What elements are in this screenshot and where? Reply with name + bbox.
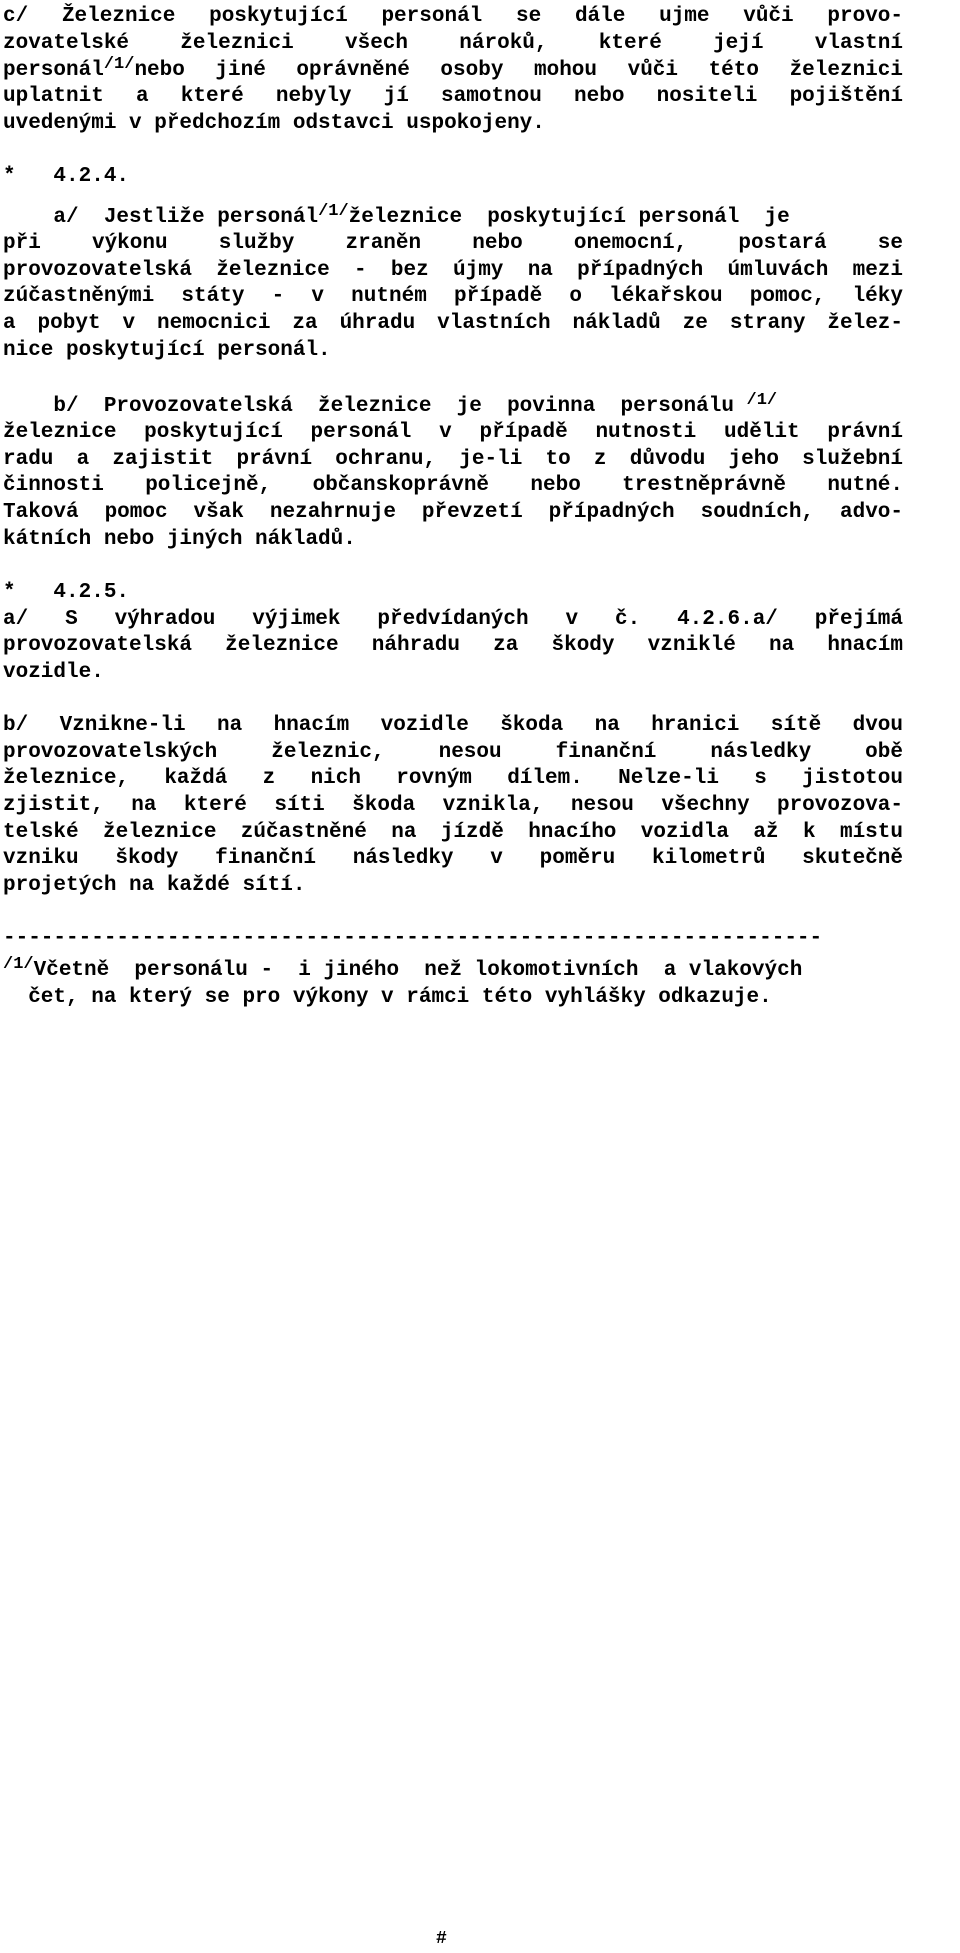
para-c-line-1: c/ Železnice poskytující personál se dále ujme vůči provo- <box>3 5 903 28</box>
sec-425-a-line-3: vozidle. <box>3 661 104 684</box>
footnote-ref: /1/ <box>318 202 349 221</box>
sec-424-a-line-4: zúčastněnými státy - v nutném případě o lékařskou pomoc, léky <box>3 285 903 308</box>
sec-424-b-line-5: Taková pomoc však nezahrnuje převzetí případných soudních, advo- <box>3 501 903 524</box>
sec-424-a-line-5: a pobyt v nemocnici za úhradu vlastních nákladů ze strany želez- <box>3 312 903 335</box>
footnote-marker: /1/ <box>3 955 34 974</box>
footnote-line-2: čet, na který se pro výkony v rámci této vyhlášky odkazuje. <box>3 986 772 1009</box>
sec-424-a-line-2: při výkonu služby zraněn nebo onemocní, postará se <box>3 232 903 255</box>
sec-424-b-line-1 <box>3 391 903 421</box>
sec-424-a-line-6: nice poskytující personál. <box>3 339 331 362</box>
footnote-line-1-text: Včetně personálu - i jiného než lokomotivních a vlakových <box>33 959 803 982</box>
para-c-line-5: uvedenými v předchozím odstavci uspokojeny. <box>3 112 545 135</box>
section-4-2-5-heading: * 4.2.5. <box>3 581 130 604</box>
sec-424-b-line-2: železnice poskytující personál v případě nutnosti udělit právní <box>3 421 903 444</box>
para-c-line-3-start: personál <box>3 59 104 82</box>
sec-424-b-line-3: radu a zajistit právní ochranu, je-li to z důvodu jeho služební <box>3 448 903 471</box>
sec-425-a-line-1: a/ S výhradou výjimek předvídaných v č. 4.2.6.a/ přejímá <box>3 608 903 631</box>
para-c-line-4: uplatnit a které nebyly jí samotnou nebo nositeli pojištění <box>3 85 903 108</box>
sec-425-b-line-6: vzniku škody finanční následky v poměru kilometrů skutečně <box>3 847 903 870</box>
sec-424-b-line-1-text: b/ Provozovatelská železnice je povinna personálu <box>3 395 734 418</box>
sec-424-a-line-3: provozovatelská železnice - bez újmy na případných úmluvách mezi <box>3 259 903 282</box>
para-c-line-2: zovatelské železnici všech nároků, které její vlastní <box>3 32 903 55</box>
sec-425-b-line-5: telské železnice zúčastněné na jízdě hnacího vozidla až k místu <box>3 821 903 844</box>
sec-425-b-line-1: b/ Vznikne-li na hnacím vozidle škoda na hranici sítě dvou <box>3 714 903 737</box>
footnote-line-1 <box>3 955 903 985</box>
sec-424-a-line-1 <box>3 202 903 232</box>
sec-424-b-line-4: činnosti policejně, občanskoprávně nebo trestněprávně nutné. <box>3 474 903 497</box>
page-end-mark: # <box>436 1929 447 1949</box>
sec-425-b-line-2: provozovatelských železnic, nesou finanční následky obě <box>3 741 903 764</box>
sec-425-b-line-7: projetých na každé sítí. <box>3 874 306 897</box>
para-c-line-3 <box>3 55 903 85</box>
section-4-2-4-heading: * 4.2.4. <box>3 165 130 188</box>
sec-424-a-line-1-start: a/ Jestliže personál <box>3 206 319 229</box>
footnote-ref: /1/ <box>746 391 778 410</box>
para-c-line-3-end: nebo jiné oprávněné osoby mohou vůči této železnici <box>134 59 903 82</box>
sec-425-b-line-3: železnice, každá z nich rovným dílem. Nelze-li s jistotou <box>3 767 903 790</box>
footnote-separator: ----------------------------------------------------------------- <box>3 927 823 950</box>
sec-425-a-line-2: provozovatelská železnice náhradu za škody vzniklé na hnacím <box>3 634 903 657</box>
sec-425-b-line-4: zjistit, na které síti škoda vznikla, nesou všechny provozova- <box>3 794 903 817</box>
sec-424-b-line-6: kátních nebo jiných nákladů. <box>3 528 356 551</box>
footnote-ref: /1/ <box>103 55 135 74</box>
sec-424-a-line-1-end: železnice poskytující personál je <box>348 206 790 229</box>
